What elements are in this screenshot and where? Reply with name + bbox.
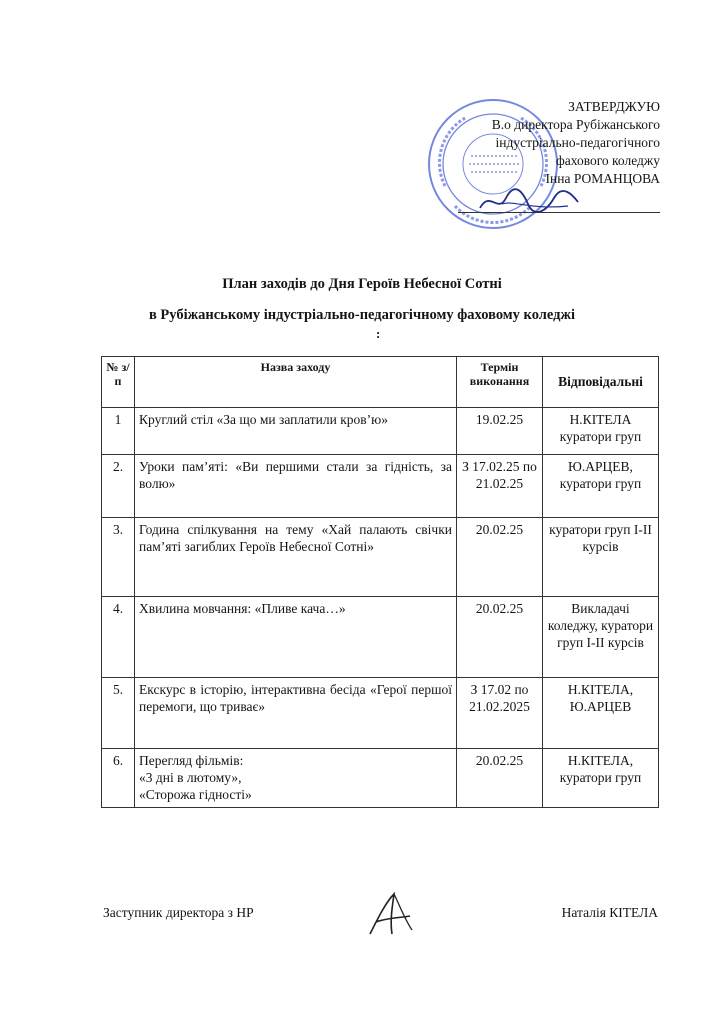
table-row: [102, 518, 659, 597]
approval-name: Інна РОМАНЦОВА: [545, 171, 660, 186]
row-term: 20.02.25: [457, 749, 543, 808]
row-term: З 17.02 по 21.02.2025: [457, 678, 543, 749]
row-responsible: куратори груп І-ІІ курсів: [543, 518, 659, 597]
row-event-line: Перегляд фільмів:: [139, 753, 244, 768]
row-num: 3.: [102, 518, 135, 597]
table-row: [102, 408, 659, 455]
approval-signature-line: [458, 212, 660, 213]
header-term: Термін виконання: [457, 357, 543, 408]
approval-heading: ЗАТВЕРДЖУЮ: [568, 99, 660, 114]
title-colon: :: [376, 326, 381, 341]
row-num: 1: [102, 408, 135, 455]
row-responsible: Ю.АРЦЕВ, куратори груп: [543, 455, 659, 518]
row-event-line: «3 дні в лютому»,: [139, 770, 242, 785]
row-event: Круглий стіл «За що ми заплатили кров’ю»: [135, 408, 457, 455]
row-term: З 17.02.25 по 21.02.25: [457, 455, 543, 518]
header-name: Назва заходу: [135, 357, 457, 408]
row-responsible: Н.КІТЕЛА, Ю.АРЦЕВ: [543, 678, 659, 749]
row-num: 5.: [102, 678, 135, 749]
row-event: Екскурс в історію, інтерактивна бесіда «Герої першої перемоги, що триває»: [135, 678, 457, 749]
row-term: 20.02.25: [457, 518, 543, 597]
row-responsible: Н.КІТЕЛА, куратори груп: [543, 749, 659, 808]
row-event: [135, 749, 457, 808]
row-num: 4.: [102, 597, 135, 678]
director-signature: [472, 184, 582, 220]
approval-block: [492, 98, 660, 188]
row-event-line: «Сторожа гідності»: [139, 787, 252, 802]
row-responsible: Н.КІТЕЛА куратори груп: [543, 408, 659, 455]
document-subtitle: в Рубіжанському індустріально-педагогічному фаховому коледжі: [148, 307, 576, 323]
row-event: Хвилина мовчання: «Пливе кача…»: [135, 597, 457, 678]
row-term: 20.02.25: [457, 597, 543, 678]
header-responsible: Відповідальні: [543, 357, 659, 408]
approval-org-1: індустріально-педагогічного: [495, 135, 660, 150]
table-row: [102, 678, 659, 749]
approval-org-2: фахового коледжу: [555, 153, 660, 168]
header-num: № з/п: [102, 357, 135, 408]
row-responsible: Викладачі коледжу, куратори груп І-ІІ курсів: [543, 597, 659, 678]
row-term: 19.02.25: [457, 408, 543, 455]
row-num: 6.: [102, 749, 135, 808]
deputy-position: Заступник директора з НР: [103, 905, 254, 920]
row-event: Година спілкування на тему «Хай палають свічки пам’яті загиблих Героїв Небесної Сотні»: [135, 518, 457, 597]
table-row: [102, 597, 659, 678]
deputy-name: Наталія КІТЕЛА: [561, 905, 658, 920]
table-row: [102, 455, 659, 518]
row-num: 2.: [102, 455, 135, 518]
events-table: [101, 356, 659, 808]
row-event: Уроки пам’яті: «Ви першими стали за гідність, за волю»: [135, 455, 457, 518]
approval-position: В.о директора Рубіжанського: [491, 117, 660, 132]
deputy-signature: [364, 888, 418, 940]
document-title: План заходів до Дня Героїв Небесної Сотні: [222, 276, 502, 292]
table-row: [102, 749, 659, 808]
table-header-row: [102, 357, 659, 408]
